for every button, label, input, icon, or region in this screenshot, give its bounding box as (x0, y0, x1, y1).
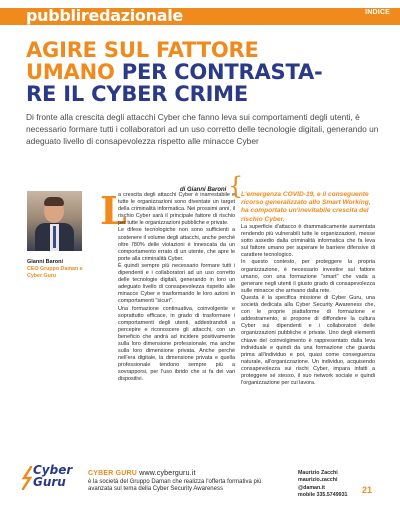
paragraph: a crescita degli attacchi Cyber è inarrestabile e tutte le organizzazioni sono diventate un target della criminalità informatica. Nei prossimi anni, il rischio Cyber sarà il principale fattore di rischio per tutte le organizzazioni pubbliche e private. (118, 192, 235, 227)
drop-cap: L (100, 188, 127, 233)
photo-hair (44, 197, 64, 206)
logo-wordmark (33, 464, 72, 488)
paragraph: In questo contesto, per proteggere la propria organizzazione, è necessario investire sul fattore umano, con una formazione "smart" che vada a generare negli utenti il giusto grado di consapevolezza sulle minacce che arrivano dalla rete. (241, 259, 375, 294)
logo-line1: Cyber (33, 463, 73, 477)
logo-line2: Guru (33, 475, 66, 489)
title-line3: RE IL CYBER CRIME (26, 82, 249, 106)
photo-caption-role: CEO Gruppo Daman e Cyber Guru (27, 266, 83, 279)
section-brand (26, 4, 183, 28)
contact-name: Maurizio Zacchi (298, 470, 338, 476)
paragraph: La superficie d'attacco è drammaticamente aumentata rendendo più vulnerabili tutte le organizzazioni, messe sotto assedio dalla criminalità informatica che fa leva sul fattore umano per superare le barriere difensive di carattere tecnologico. (241, 224, 375, 259)
footer-brand-name: CYBER GURU (88, 470, 138, 477)
article-title (26, 39, 386, 105)
brand-part-redazionale: redazionale (80, 6, 183, 25)
article-subtitle: Di fronte alla crescita degli attacchi Cyber che fanno leva sui comportamenti degli utenti, è necessario formare tutti i collaboratori ad un uso corretto delle tecnologie digitali, generando un adeguato livello di consapevolezza rispetto alle minacce Cyber (26, 112, 379, 146)
column-right (241, 224, 375, 387)
footer-description: è la società del Gruppo Daman che realizza l'offerta formativa più avanzata sul tema della Cyber Security Awareness (88, 479, 262, 493)
title-line2-dark: PER CONTRASTA- (114, 60, 323, 84)
photo-caption-name: Gianni Baroni (27, 259, 64, 265)
paragraph: Una formazione continuativa, coinvolgente e soprattutto efficace, in grado di trasformare i comportamenti degli utenti, addestrandoli a percepire e riconoscere gli attacchi, con un beneficio che andrà ad incidere positivamente sulla loro dimensione professionale, ma anche sulla loro dimensione privata. Anche perché nell'era digitale, la dimensione privata e quella professionale tendono sempre più a sovrapporsi, per l'uso ibrido che si fa dei vari dispositivi. (118, 305, 235, 383)
decorative-brace: { (228, 172, 244, 200)
contact-email[interactable]: maurizio.zacchi @daman.it (298, 477, 338, 491)
cyber-guru-logo (21, 464, 85, 498)
paragraph: È quindi sempre più necessario formare tutti i dipendenti e i collaboratori ad un uso corretto delle tecnologie digitali, generando in loro un adeguato livello di consapevolezza rispetto alle minacce Cyber e trasformando le loro azioni in comportamenti "sicuri". (118, 262, 235, 305)
page-number: 21 (362, 485, 373, 495)
contact-phone: mobile 335.5749931 (298, 492, 348, 499)
paragraph: Questa è la specifica missione di Cyber Guru, una società dedicata alla Cyber Security Awareness che, con le proprie piattaforme di formazione e addestramento, si propone di diffondere la cultura Cyber sui dipendenti e i collaboratori delle organizzazioni pubbliche e private. Uno degli elementi chiave del coinvolgimento è rappresentato dalla leva individuale e quindi da una formazione che guarda prima all'individuo e poi, quasi come conseguenza naturale, all'organizzazione. Un individuo, acquisendo consapevolezza sui rischi Cyber, impara infatti a proteggere sé stesso, il suo network sociale e quindi l'organizzazione per cui lavora. (241, 294, 375, 387)
column-left (118, 192, 235, 384)
pull-quote: L'emergenza COVID-19, e il conseguente ricorso generalizzato allo Smart Working, ha comportato un'inevitabile crescita del rischio Cyber. (241, 191, 371, 223)
footer-brand (88, 470, 196, 477)
paragraph: Le difese tecnologiche non sono sufficienti a sostenere il volume degli attacchi, anche perché oltre l'80% delle violazioni è innescata da un comportamento errato di un utente, che apre le porte alla criminalità Cyber. (118, 227, 235, 262)
brand-part-pubbli: pubbli (26, 6, 81, 25)
photo-tie (53, 226, 56, 248)
footer-contact (298, 470, 358, 500)
footer-website[interactable]: www.cyberguru.it (139, 470, 196, 477)
title-line1: AGIRE SUL FATTORE (26, 38, 259, 62)
author-photo (27, 191, 82, 251)
byline: di Gianni Baroni (180, 187, 227, 193)
title-line2-orange: UMANO (26, 60, 115, 84)
logo-swoosh-icon (21, 466, 33, 490)
index-link[interactable]: INDICE (365, 9, 390, 16)
